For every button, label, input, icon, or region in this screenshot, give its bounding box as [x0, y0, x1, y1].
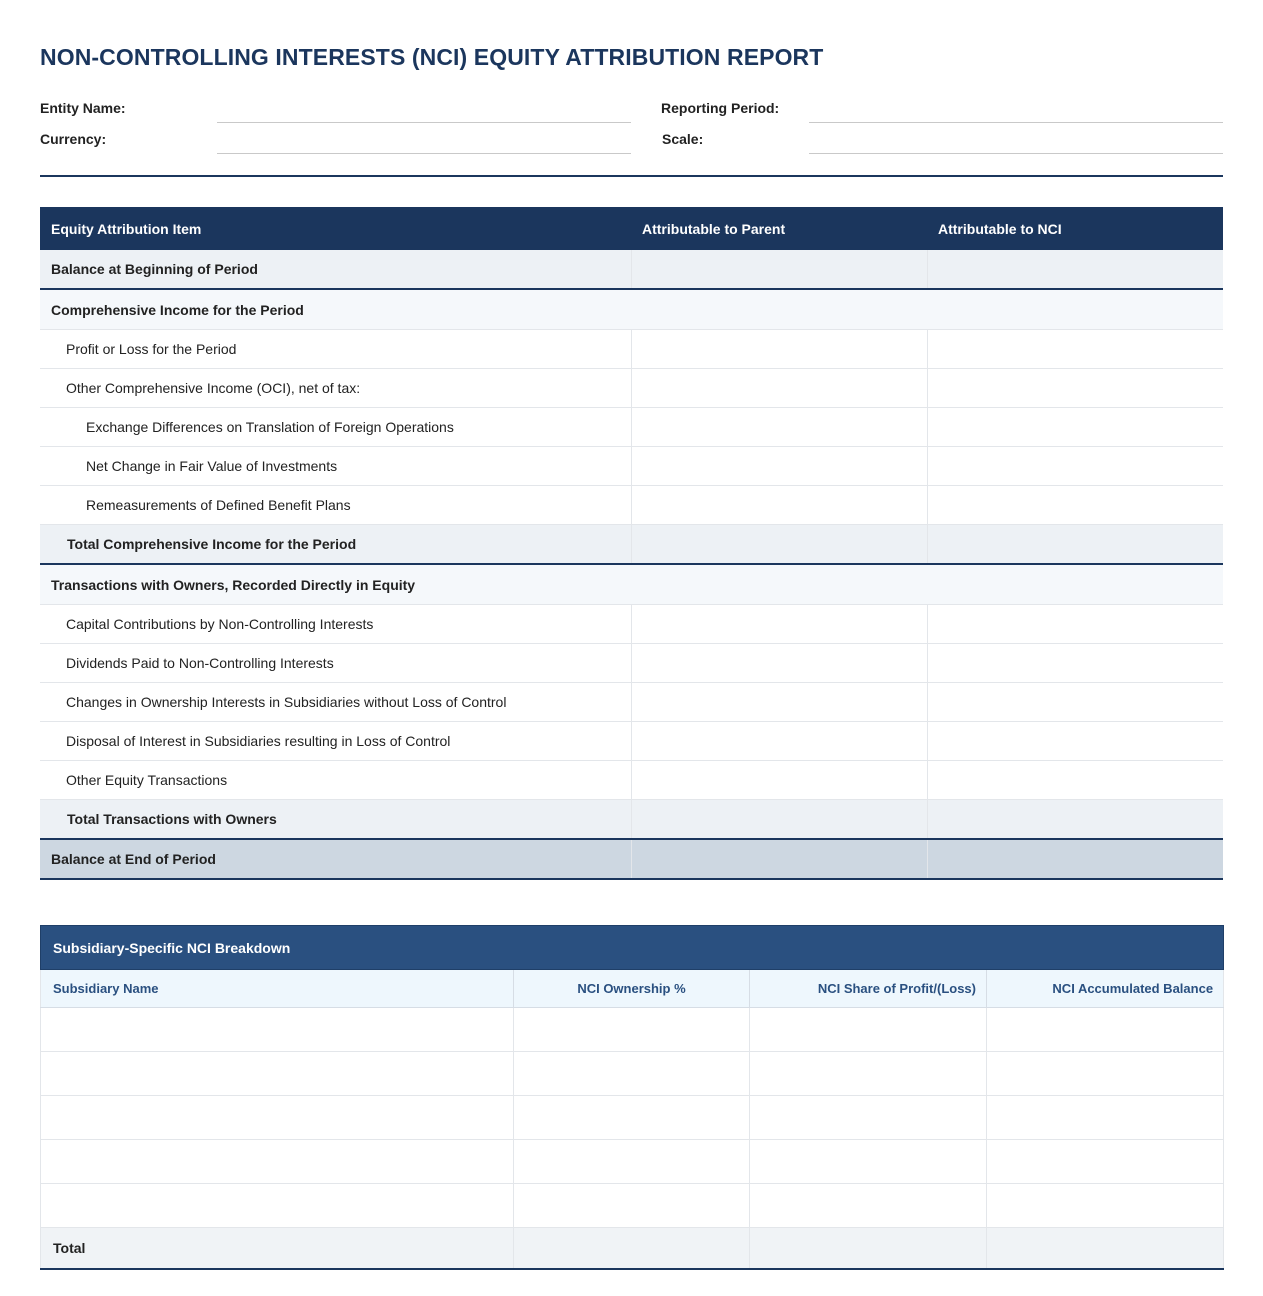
header-equity-item: Equity Attribution Item — [40, 207, 631, 250]
nci-cell[interactable] — [927, 447, 1223, 486]
total-label: Total — [41, 1228, 514, 1270]
header-nci-accumulated-balance: NCI Accumulated Balance — [987, 970, 1224, 1008]
row-label: Exchange Differences on Translation of Foreign Operations — [40, 408, 631, 447]
header-nci-ownership: NCI Ownership % — [514, 970, 750, 1008]
parent-cell[interactable] — [631, 644, 927, 683]
subsidiary-name-cell[interactable] — [41, 1008, 514, 1052]
parent-cell[interactable] — [631, 683, 927, 722]
nci-accumulated-balance-cell[interactable] — [987, 1008, 1224, 1052]
subsidiary-name-cell[interactable] — [41, 1052, 514, 1096]
parent-cell[interactable] — [631, 369, 927, 408]
parent-cell[interactable] — [631, 605, 927, 644]
nci-cell[interactable] — [927, 369, 1223, 408]
subsidiary-name-cell[interactable] — [41, 1096, 514, 1140]
parent-cell[interactable] — [631, 447, 927, 486]
nci-cell[interactable] — [927, 525, 1223, 565]
nci-cell[interactable] — [927, 683, 1223, 722]
nci-share-profit-cell[interactable] — [750, 1184, 987, 1228]
row-label: Dividends Paid to Non-Controlling Interests — [40, 644, 631, 683]
currency-label: Currency: — [40, 131, 107, 147]
subsidiary-caption-row — [41, 926, 1224, 970]
row-label: Other Equity Transactions — [40, 761, 631, 800]
parent-cell[interactable] — [631, 525, 927, 565]
row-label: Total Transactions with Owners — [40, 800, 631, 840]
nci-share-profit-cell[interactable] — [750, 1140, 987, 1184]
subsidiary-breakdown-table — [40, 925, 1224, 1270]
header-nci-share-profit: NCI Share of Profit/(Loss) — [750, 970, 987, 1008]
table-row — [40, 644, 1223, 683]
header-attributable-nci: Attributable to NCI — [927, 207, 1223, 250]
nci-accumulated-balance-cell[interactable] — [987, 1184, 1224, 1228]
nci-cell[interactable] — [927, 250, 1223, 289]
nci-accumulated-balance-cell[interactable] — [987, 1052, 1224, 1096]
entity-name-label: Entity Name: — [40, 100, 126, 116]
parent-cell[interactable] — [631, 761, 927, 800]
entity-name-field[interactable] — [217, 122, 631, 123]
closing-balance-row — [40, 839, 1223, 879]
row-label: Total Comprehensive Income for the Period — [40, 525, 631, 565]
parent-cell[interactable] — [631, 839, 927, 879]
table-row — [40, 722, 1223, 761]
table-row — [40, 486, 1223, 525]
nci-cell[interactable] — [927, 839, 1223, 879]
header-divider — [40, 175, 1223, 177]
parent-cell[interactable] — [631, 722, 927, 761]
nci-cell[interactable] — [927, 330, 1223, 369]
nci-cell[interactable] — [927, 644, 1223, 683]
row-label: Profit or Loss for the Period — [40, 330, 631, 369]
nci-cell[interactable] — [927, 408, 1223, 447]
nci-cell[interactable] — [927, 722, 1223, 761]
reporting-period-field[interactable] — [809, 122, 1223, 123]
row-label: Balance at End of Period — [40, 839, 631, 879]
nci-ownership-cell[interactable] — [514, 1184, 750, 1228]
header-subsidiary-name: Subsidiary Name — [41, 970, 514, 1008]
subsidiary-name-cell[interactable] — [41, 1140, 514, 1184]
parent-cell[interactable] — [631, 486, 927, 525]
nci-ownership-cell[interactable] — [514, 1052, 750, 1096]
row-label: Other Comprehensive Income (OCI), net of tax: — [40, 369, 631, 408]
table-row — [40, 369, 1223, 408]
row-label: Net Change in Fair Value of Investments — [40, 447, 631, 486]
subsidiary-header-row — [41, 970, 1224, 1008]
table-row — [40, 761, 1223, 800]
row-label: Disposal of Interest in Subsidiaries resulting in Loss of Control — [40, 722, 631, 761]
table-row — [40, 408, 1223, 447]
table-row — [40, 447, 1223, 486]
table-row — [41, 1140, 1224, 1184]
table-row — [41, 1184, 1224, 1228]
row-label: Remeasurements of Defined Benefit Plans — [40, 486, 631, 525]
table-row — [40, 683, 1223, 722]
nci-accumulated-balance-cell[interactable] — [987, 1140, 1224, 1184]
subtotal-row — [40, 525, 1223, 565]
nci-cell[interactable] — [927, 761, 1223, 800]
report-title: NON-CONTROLLING INTERESTS (NCI) EQUITY ATTRIBUTION REPORT — [40, 44, 824, 70]
nci-ownership-cell[interactable] — [514, 1140, 750, 1184]
subsidiary-total-row — [41, 1228, 1224, 1270]
table-row — [41, 1096, 1224, 1140]
nci-accumulated-balance-cell[interactable] — [987, 1096, 1224, 1140]
nci-cell[interactable] — [927, 800, 1223, 840]
total-nci-accumulated-balance-cell[interactable] — [987, 1228, 1224, 1270]
row-label: Balance at Beginning of Period — [40, 250, 631, 289]
table-row — [40, 330, 1223, 369]
parent-cell[interactable] — [631, 408, 927, 447]
parent-cell[interactable] — [631, 330, 927, 369]
row-label: Capital Contributions by Non-Controlling Interests — [40, 605, 631, 644]
nci-share-profit-cell[interactable] — [750, 1008, 987, 1052]
section-label: Comprehensive Income for the Period — [40, 289, 1223, 330]
table-row — [40, 605, 1223, 644]
table-row — [40, 250, 1223, 289]
section-row — [40, 564, 1223, 605]
currency-field[interactable] — [217, 153, 631, 154]
parent-cell[interactable] — [631, 250, 927, 289]
equity-attribution-table — [40, 207, 1223, 880]
subsidiary-table-caption: Subsidiary-Specific NCI Breakdown — [41, 926, 1224, 970]
header-attributable-parent: Attributable to Parent — [631, 207, 927, 250]
table-row — [41, 1052, 1224, 1096]
section-row — [40, 289, 1223, 330]
parent-cell[interactable] — [631, 800, 927, 840]
section-label: Transactions with Owners, Recorded Directly in Equity — [40, 564, 1223, 605]
row-label: Changes in Ownership Interests in Subsidiaries without Loss of Control — [40, 683, 631, 722]
nci-share-profit-cell[interactable] — [750, 1052, 987, 1096]
nci-cell[interactable] — [927, 605, 1223, 644]
nci-share-profit-cell[interactable] — [750, 1096, 987, 1140]
nci-ownership-cell[interactable] — [514, 1096, 750, 1140]
reporting-period-label: Reporting Period: — [661, 100, 780, 116]
nci-ownership-cell[interactable] — [514, 1008, 750, 1052]
table-row — [41, 1008, 1224, 1052]
total-nci-share-profit-cell[interactable] — [750, 1228, 987, 1270]
subsidiary-name-cell[interactable] — [41, 1184, 514, 1228]
equity-table-header-row — [40, 207, 1223, 250]
subtotal-row — [40, 800, 1223, 840]
total-nci-ownership-cell[interactable] — [514, 1228, 750, 1270]
scale-field[interactable] — [809, 153, 1223, 154]
nci-cell[interactable] — [927, 486, 1223, 525]
scale-label: Scale: — [662, 131, 704, 147]
